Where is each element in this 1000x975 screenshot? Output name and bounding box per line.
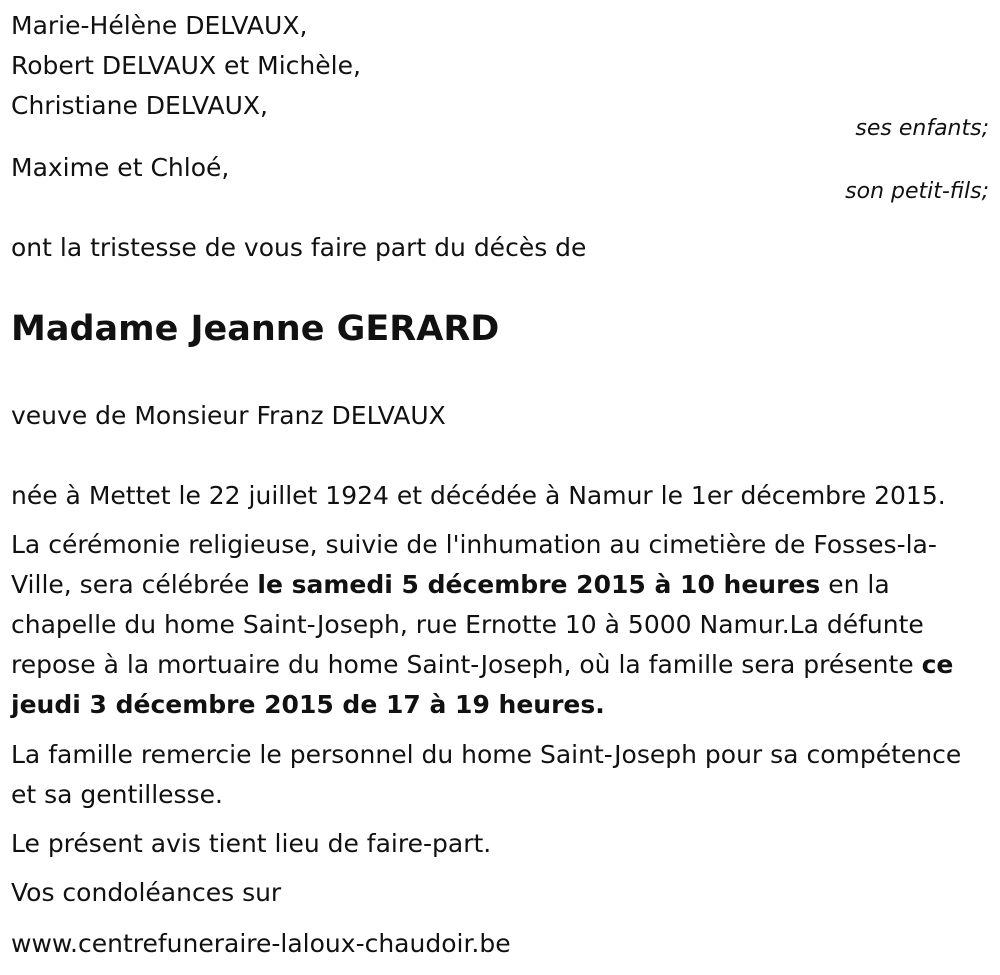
grandchildren-names: Maxime et Chloé, [11,153,230,182]
widow-of-text: veuve de Monsieur Franz DELVAUX [11,401,446,430]
children-relation: ses enfants; [855,116,989,141]
child-name-2: Robert DELVAUX et Michèle, [11,51,361,80]
ceremony-paragraph [11,525,989,725]
grandchildren-relation: son petit-fils; [845,179,989,204]
intro-text: ont la tristesse de vous faire part du décès de [11,233,587,262]
child-name-1: Marie-Hélène DELVAUX, [11,11,308,40]
visit-time: ce jeudi 3 décembre 2015 de 17 à 19 heures. [11,650,954,719]
birth-death-text: née à Mettet le 22 juillet 1924 et décédée à Namur le 1er décembre 2015. [11,481,946,510]
condolences-website[interactable]: www.centrefuneraire-laloux-chaudoir.be [11,929,511,958]
condolences-label: Vos condoléances sur [11,878,282,907]
ceremony-text-2: en la chapelle du home Saint-Joseph, rue Ernotte 10 à 5000 Namur.La défunte repose à la mortuaire du home Saint-Joseph, où la famille sera présente [11,570,924,679]
notice-text: Le présent avis tient lieu de faire-part. [11,829,492,858]
thanks-paragraph: La famille remercie le personnel du home Saint-Joseph pour sa compétence et sa gentillesse. [11,740,962,809]
deceased-name: Madame Jeanne GERARD [11,309,500,349]
obituary-notice [11,0,989,975]
ceremony-date: le samedi 5 décembre 2015 à 10 heures [257,570,821,599]
child-name-3: Christiane DELVAUX, [11,91,268,120]
ceremony-text-1: La cérémonie religieuse, suivie de l'inhumation au cimetière de Fosses-la-Ville, sera célébrée [11,530,937,599]
